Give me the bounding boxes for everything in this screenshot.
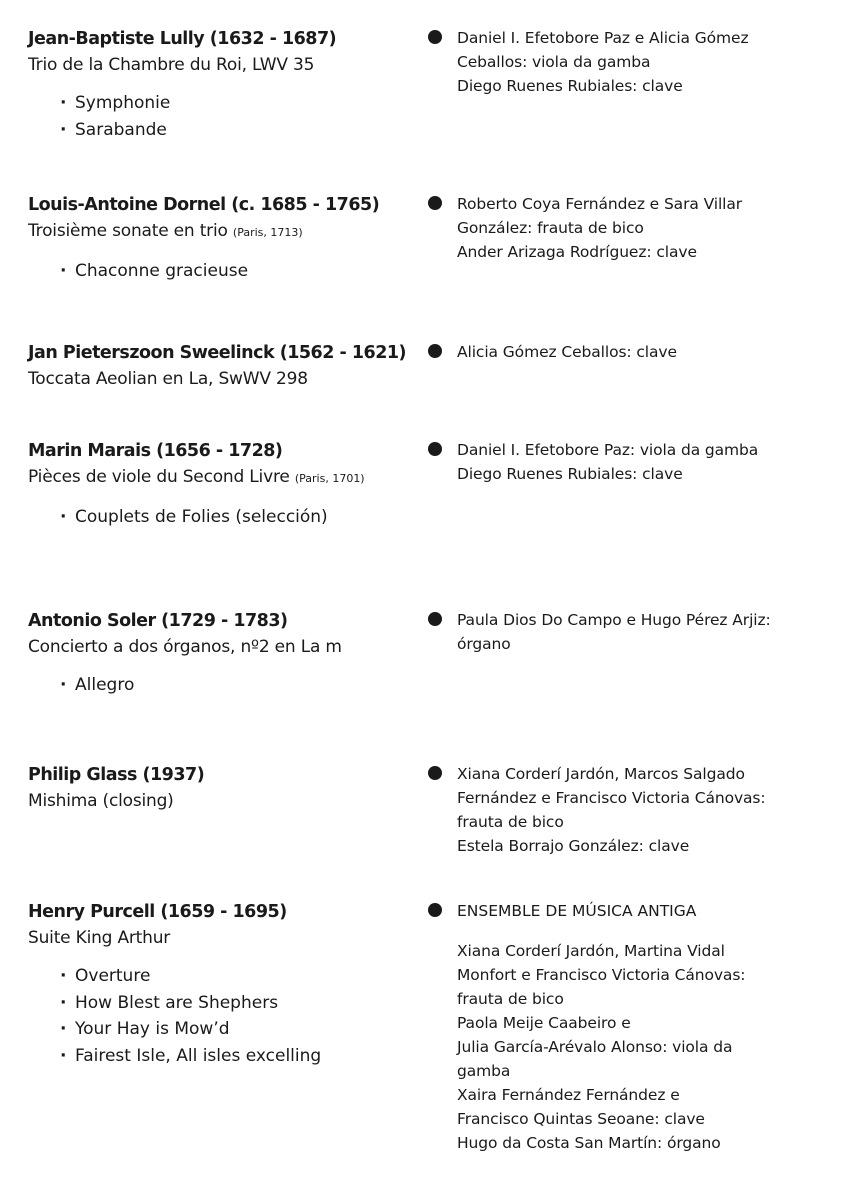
composer-name: Antonio Soler (1729 - 1783) [28, 611, 288, 631]
work-title [28, 788, 423, 814]
performer-list [457, 192, 818, 264]
piece-info [28, 438, 423, 531]
piece-info [28, 762, 423, 814]
work-title-text: Concierto a dos órganos, nº2 en La m [28, 637, 342, 657]
movement-item: · Sarabande [75, 117, 423, 144]
performer-list [457, 340, 818, 364]
work-publication-note: (Paris, 1701) [294, 472, 365, 485]
performers-block [428, 899, 818, 1155]
work-title [28, 464, 423, 492]
work-title [28, 634, 423, 660]
piece-info [28, 899, 423, 1069]
performers-block [428, 438, 818, 486]
performer-line: Xiana Corderí Jardón, Martina Vidal [457, 942, 725, 960]
performer-line: Paola Meije Caabeiro e [457, 1014, 631, 1032]
bullet-icon [428, 903, 442, 917]
composer-name: Philip Glass (1937) [28, 765, 205, 785]
bullet-icon [428, 766, 442, 780]
work-title-text: Pièces de viole du Second Livre [28, 467, 290, 487]
performer-line: Diego Ruenes Rubiales: clave [457, 465, 683, 483]
work-title-text: Toccata Aeolian en La, SwWV 298 [28, 369, 308, 389]
movement-list [28, 672, 423, 699]
piece-info [28, 608, 423, 699]
bullet-icon [428, 30, 442, 44]
performers-block [428, 26, 818, 98]
work-title [28, 366, 423, 392]
work-publication-note: (Paris, 1713) [232, 226, 303, 239]
piece-info [28, 26, 423, 143]
performer-list [457, 26, 818, 98]
performers-block [428, 192, 818, 264]
performer-list [457, 438, 818, 486]
piece-info [28, 340, 423, 392]
bullet-icon [428, 442, 442, 456]
performers-block [428, 340, 818, 364]
composer-name: Jean-Baptiste Lully (1632 - 1687) [28, 29, 337, 49]
composer-name: Louis-Antoine Dornel (c. 1685 - 1765) [28, 195, 380, 215]
movement-item: · Your Hay is Mow’d [75, 1016, 423, 1043]
performer-list [457, 608, 818, 656]
work-title-text: Suite King Arthur [28, 928, 171, 948]
work-title [28, 52, 423, 78]
performer-line: González: frauta de bico [457, 219, 644, 237]
performer-line: Ceballos: viola da gamba [457, 53, 651, 71]
work-title [28, 925, 423, 951]
performer-line: Julia García-Arévalo Alonso: viola da [457, 1038, 733, 1056]
performer-line: Estela Borrajo González: clave [457, 837, 690, 855]
composer-name: Marin Marais (1656 - 1728) [28, 441, 283, 461]
ensemble-name: ENSEMBLE DE MÚSICA ANTIGA [457, 902, 697, 920]
performer-line: Alicia Gómez Ceballos: clave [457, 343, 677, 361]
movement-list [28, 90, 423, 143]
movement-item: · Allegro [75, 672, 423, 699]
composer-name: Henry Purcell (1659 - 1695) [28, 902, 287, 922]
performer-line: frauta de bico [457, 990, 564, 1008]
performer-line: Fernández e Francisco Victoria Cánovas: [457, 789, 766, 807]
bullet-icon [428, 612, 442, 626]
work-title-text: Trio de la Chambre du Roi, LWV 35 [28, 55, 315, 75]
movement-item: · Couplets de Folies (selección) [75, 504, 423, 531]
movement-item: · Fairest Isle, All isles excelling [75, 1043, 423, 1070]
performer-list [457, 762, 818, 858]
piece-info [28, 192, 423, 285]
movement-item: · Symphonie [75, 90, 423, 117]
movement-item: · How Blest are Shephers [75, 990, 423, 1017]
performer-line: Xiana Corderí Jardón, Marcos Salgado [457, 765, 745, 783]
performer-line: Paula Dios Do Campo e Hugo Pérez Arjiz: [457, 611, 771, 629]
performer-line: órgano [457, 635, 511, 653]
performer-line: frauta de bico [457, 813, 564, 831]
performer-line: Xaira Fernández Fernández e [457, 1086, 680, 1104]
movement-item: · Chaconne gracieuse [75, 258, 423, 285]
performer-line: gamba [457, 1062, 511, 1080]
performer-line: Hugo da Costa San Martín: órgano [457, 1134, 721, 1152]
performers-block [428, 762, 818, 858]
performer-line: Daniel I. Efetobore Paz: viola da gamba [457, 441, 759, 459]
performers-block [428, 608, 818, 656]
movement-list [28, 963, 423, 1069]
performer-line: Roberto Coya Fernández e Sara Villar [457, 195, 743, 213]
movement-list [28, 504, 423, 531]
performer-line: Diego Ruenes Rubiales: clave [457, 77, 683, 95]
work-title-text: Troisième sonate en trio [28, 221, 228, 241]
performer-line: Monfort e Francisco Victoria Cánovas: [457, 966, 746, 984]
performer-line: Daniel I. Efetobore Paz e Alicia Gómez [457, 29, 749, 47]
bullet-icon [428, 196, 442, 210]
performer-list [457, 939, 818, 1155]
performer-line: Francisco Quintas Seoane: clave [457, 1110, 705, 1128]
movement-item: · Overture [75, 963, 423, 990]
performer-line: Ander Arizaga Rodríguez: clave [457, 243, 697, 261]
work-title-text: Mishima (closing) [28, 791, 174, 811]
movement-list [28, 258, 423, 285]
work-title [28, 218, 423, 246]
bullet-icon [428, 344, 442, 358]
composer-name: Jan Pieterszoon Sweelinck (1562 - 1621) [28, 343, 407, 363]
